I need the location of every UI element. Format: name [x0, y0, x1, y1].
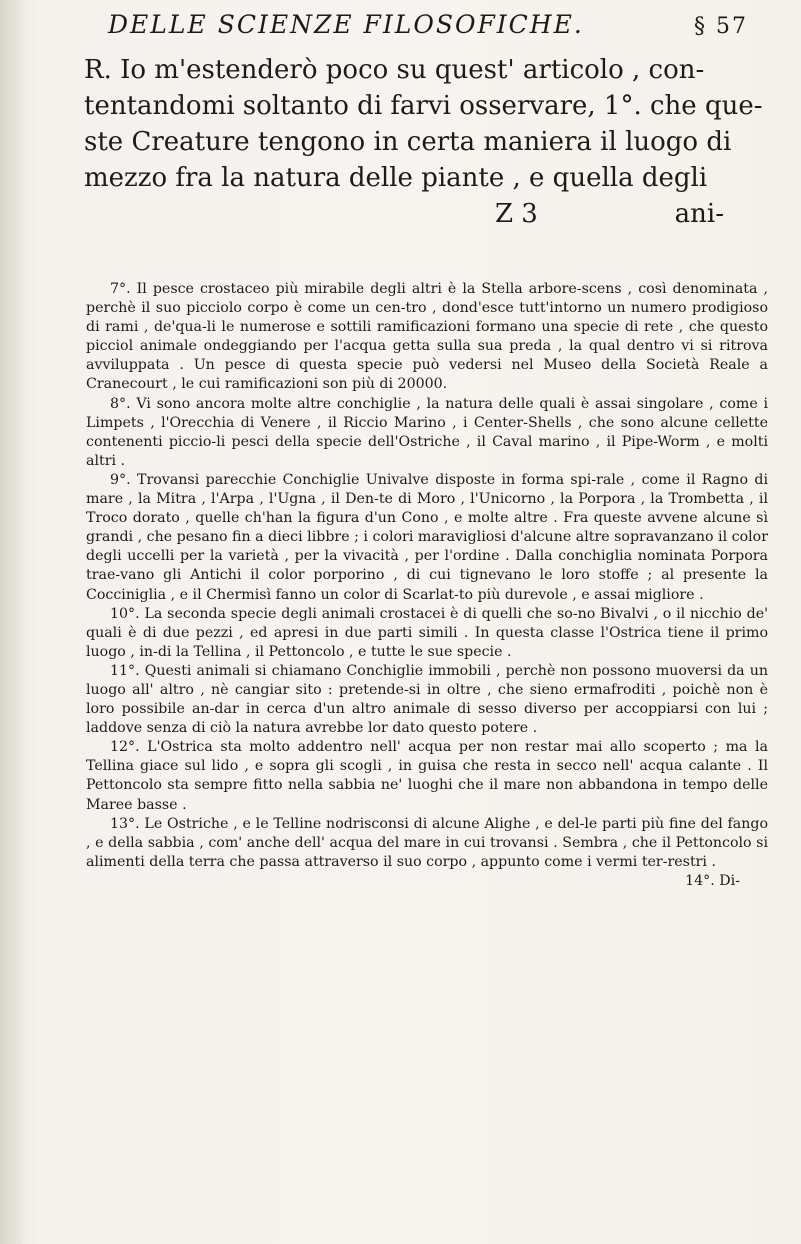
page-number: § 57	[694, 14, 748, 39]
footnote-paragraph: 8°. Vi sono ancora molte altre conchiglie , la natura delle quali è assai singolare , come i Limpets , l'Orecchia di Venere , il Riccio Marino , i Center-Shells , che sono alcune cellette contenenti piccio-li pesci della specie dell'Ostriche , il Caval marino , il Pipe-Worm , e molti altri .	[86, 395, 768, 469]
main-text-line: R. Io m'estenderò poco su quest' articolo , con-	[84, 55, 705, 85]
main-text-line: mezzo fra la natura delle piante , e quella degli	[84, 163, 708, 193]
page-gutter	[0, 0, 22, 1244]
running-header	[108, 10, 748, 39]
running-title: DELLE SCIENZE FILOSOFICHE.	[108, 10, 584, 39]
signature-mark: Z 3	[494, 199, 538, 229]
footnote-paragraph: 11°. Questi animali si chiamano Conchiglie immobili , perchè non possono muoversi da un luogo all' altro , nè cangiar sito : pretende-si in oltre , che sieno ermafroditi , poichè non è loro possibile an-dar in cerca d'un altro animale di sesso diverso per accoppiarsi con lui ; laddove senza di ciò la natura avrebbe lor dato questo potere .	[86, 662, 768, 737]
catchword: ani-	[674, 199, 724, 229]
footnote-paragraph: 9°. Trovansi parecchie Conchiglie Univalve disposte in forma spi-rale , come il Ragno di mare , la Mitra , l'Arpa , l'Ugna , il Den-te di Moro , l'Unicorno , la Porpora , la Trombetta , il Troco dorato , quelle ch'han la figura d'un Cono , e molte altre . Fra queste avvene alcune sì grandi , che pesano fin a dieci libbre ; i colori maravigliosi d'alcune altre sopravanzano il color degli uccelli per la varietà , per la vivacità , per l'ordine . Dalla conchiglia nominata Porpora trae-vano gli Antichi il color porporino , di cui tignevano le loro stoffe ; al presente la Cocciniglia , e il Chermisì fanno un color di Scarlat-to più durevole , e assai migliore .	[86, 471, 768, 603]
footnote-catchword: 14°. Di-	[685, 872, 740, 889]
footnote-paragraph: 12°. L'Ostrica sta molto addentro nell' acqua per non restar mai allo scoperto ; ma la Tellina giace sul lido , e sopra gli scogli , in guisa che resta in secco nell' acqua calante . Il Pettoncolo sta sempre fitto nella sabbia ne' luoghi che il mare non abbandona in tempo delle Maree basse .	[86, 739, 768, 813]
footnotes	[86, 280, 768, 891]
main-text	[84, 52, 764, 232]
footnote-paragraph: 13°. Le Ostriche , e le Telline nodrisconsi di alcune Alighe , e del-le parti più fine del fango , e della sabbia , com' anche dell' acqua del mare in cui trovansi . Sembra , che il Pettoncolo si alimenti della terra che passa attraverso il suo corpo , appunto come i vermi ter-restri .	[86, 815, 768, 870]
footnote-paragraph: 10°. La seconda specie degli animali crostacei è di quelli che so-no Bivalvi , o il nicchio de' quali è di due pezzi , ed apresi in due parti simili . In questa classe l'Ostrica tiene il primo luogo , in-di la Tellina , il Pettoncolo , e tutte le sue specie .	[86, 605, 768, 660]
main-text-line: tentandomi soltanto di farvi osservare, 1°. che que-	[84, 91, 763, 121]
main-text-line: ste Creature tengono in certa maniera il luogo di	[84, 127, 732, 157]
footnote-paragraph: 7°. Il pesce crostaceo più mirabile degli altri è la Stella arbore-scens , così denominata , perchè il suo picciolo corpo è come un cen-tro , dond'esce tutt'intorno un numero prodigioso di rami , de'qua-li le numerose e sottili ramificazioni formano una specie di rete , che questo picciol animale ondeggiando per l'acqua getta sulla sua preda , la qual dentro vi si ritrova avviluppata . Un pesce di questa specie può vedersi nel Museo della Società Reale a Cranecourt , le cui ramificazioni son più di 20000.	[86, 281, 768, 393]
signature-line	[84, 196, 764, 232]
